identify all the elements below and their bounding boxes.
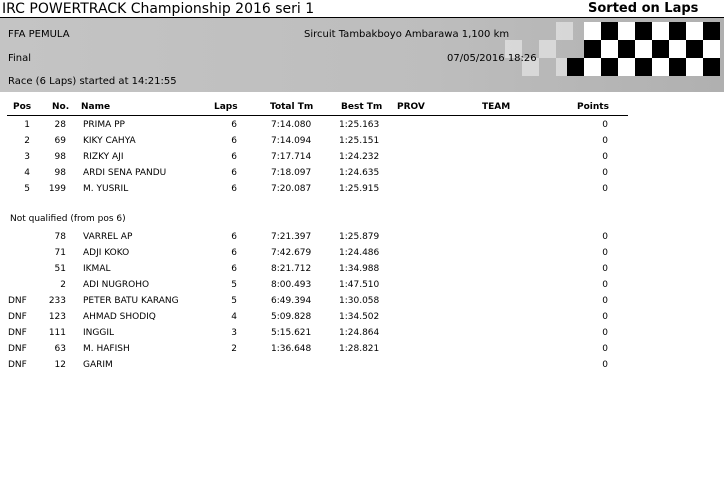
cell-laps: 3 — [231, 328, 237, 338]
cell-name: INGGIL — [83, 328, 115, 338]
cell-no: 69 — [54, 136, 66, 146]
cell-laps: 5 — [231, 296, 237, 306]
cell-best-time: 1:34.988 — [339, 264, 380, 274]
cell-no: 233 — [48, 296, 66, 306]
cell-points: 0 — [602, 280, 608, 290]
race-info: Race (6 Laps) started at 14:21:55 — [8, 76, 177, 87]
cell-total-time: 7:42.679 — [271, 248, 312, 258]
cell-best-time: 1:24.486 — [339, 248, 380, 258]
cell-no: 98 — [54, 152, 66, 162]
cell-name: GARIM — [83, 360, 113, 370]
cell-pos: 5 — [24, 184, 30, 194]
cell-name: ARDI SENA PANDU — [83, 168, 167, 178]
cell-status: DNF — [8, 328, 27, 338]
cell-pos: 4 — [24, 168, 30, 178]
session-date: 07/05/2016 18:26 — [447, 53, 537, 64]
cell-no: 199 — [48, 184, 66, 194]
cell-best-time: 1:25.151 — [339, 136, 380, 146]
session-name: Final — [8, 53, 32, 64]
cell-best-time: 1:25.163 — [339, 120, 380, 130]
table-row — [0, 232, 724, 248]
event-name: FFA PEMULA — [8, 29, 70, 40]
table-row — [0, 184, 724, 200]
cell-best-time: 1:24.864 — [339, 328, 380, 338]
cell-name: ADJI KOKO — [83, 248, 130, 258]
cell-total-time: 7:14.080 — [271, 120, 312, 130]
cell-name: M. YUSRIL — [83, 184, 129, 194]
table-row — [0, 296, 724, 312]
cell-points: 0 — [602, 344, 608, 354]
cell-no: 28 — [54, 120, 66, 130]
circuit-name: Sircuit Tambakboyo Ambarawa 1,100 km — [304, 29, 510, 40]
race-banner — [0, 18, 724, 92]
cell-total-time: 6:49.394 — [271, 296, 312, 306]
cell-no: 12 — [54, 360, 66, 370]
cell-status: DNF — [8, 344, 27, 354]
cell-points: 0 — [602, 296, 608, 306]
cell-points: 0 — [602, 232, 608, 242]
col-header-best: Best Tm — [341, 102, 383, 112]
table-header-divider — [7, 115, 628, 116]
cell-total-time: 1:36.648 — [271, 344, 312, 354]
col-header-prov: PROV — [397, 102, 425, 112]
table-row — [0, 152, 724, 168]
cell-no: 71 — [54, 248, 66, 258]
cell-name: ADI NUGROHO — [83, 280, 150, 290]
cell-points: 0 — [602, 264, 608, 274]
col-header-pos: Pos — [13, 102, 32, 112]
cell-status: DNF — [8, 296, 27, 306]
cell-total-time: 7:14.094 — [271, 136, 312, 146]
cell-points: 0 — [602, 136, 608, 146]
cell-laps: 6 — [231, 152, 237, 162]
cell-total-time: 7:17.714 — [271, 152, 312, 162]
cell-laps: 6 — [231, 184, 237, 194]
cell-laps: 6 — [231, 232, 237, 242]
cell-laps: 6 — [231, 168, 237, 178]
cell-laps: 2 — [231, 344, 237, 354]
col-header-team: TEAM — [482, 102, 511, 112]
col-header-name: Name — [81, 102, 111, 112]
cell-laps: 5 — [231, 280, 237, 290]
col-header-laps: Laps — [214, 102, 238, 112]
cell-points: 0 — [602, 168, 608, 178]
cell-no: 78 — [54, 232, 66, 242]
cell-laps: 4 — [231, 312, 237, 322]
cell-name: RIZKY AJI — [83, 152, 124, 162]
cell-best-time: 1:25.879 — [339, 232, 380, 242]
cell-name: IKMAL — [83, 264, 111, 274]
table-row — [0, 344, 724, 360]
cell-no: 63 — [54, 344, 66, 354]
cell-best-time: 1:47.510 — [339, 280, 380, 290]
cell-laps: 6 — [231, 120, 237, 130]
table-row — [0, 328, 724, 344]
cell-best-time: 1:25.915 — [339, 184, 380, 194]
cell-no: 111 — [48, 328, 66, 338]
sort-label: Sorted on Laps — [588, 1, 699, 16]
cell-best-time: 1:30.058 — [339, 296, 380, 306]
cell-total-time: 8:21.712 — [271, 264, 312, 274]
cell-points: 0 — [602, 120, 608, 130]
cell-best-time: 1:34.502 — [339, 312, 380, 322]
cell-laps: 6 — [231, 248, 237, 258]
cell-no: 123 — [48, 312, 66, 322]
cell-name: VARREL AP — [83, 232, 133, 242]
cell-name: PRIMA PP — [83, 120, 125, 130]
cell-total-time: 5:09.828 — [271, 312, 312, 322]
cell-no: 98 — [54, 168, 66, 178]
cell-total-time: 5:15.621 — [271, 328, 312, 338]
cell-best-time: 1:24.232 — [339, 152, 380, 162]
cell-name: PETER BATU KARANG — [83, 296, 179, 306]
cell-best-time: 1:28.821 — [339, 344, 380, 354]
col-header-points: Points — [577, 102, 609, 112]
page-title: IRC POWERTRACK Championship 2016 seri 1 — [2, 1, 315, 17]
cell-name: AHMAD SHODIQ — [83, 312, 156, 322]
col-header-no: No. — [52, 102, 70, 112]
cell-total-time: 7:18.097 — [271, 168, 312, 178]
cell-name: M. HAFISH — [83, 344, 130, 354]
cell-name: KIKY CAHYA — [83, 136, 136, 146]
table-row — [0, 360, 724, 376]
cell-points: 0 — [602, 248, 608, 258]
cell-pos: 3 — [24, 152, 30, 162]
cell-status: DNF — [8, 312, 27, 322]
table-row — [0, 120, 724, 136]
table-row — [0, 136, 724, 152]
cell-laps: 6 — [231, 264, 237, 274]
cell-laps: 6 — [231, 136, 237, 146]
cell-points: 0 — [602, 184, 608, 194]
cell-status: DNF — [8, 360, 27, 370]
cell-pos: 1 — [24, 120, 30, 130]
table-row — [0, 168, 724, 184]
cell-points: 0 — [602, 152, 608, 162]
table-row — [0, 264, 724, 280]
cell-total-time: 7:20.087 — [271, 184, 312, 194]
col-header-total: Total Tm — [270, 102, 314, 112]
table-row — [0, 312, 724, 328]
table-row — [0, 280, 724, 296]
cell-points: 0 — [602, 328, 608, 338]
cell-points: 0 — [602, 312, 608, 322]
cell-total-time: 7:21.397 — [271, 232, 312, 242]
cell-best-time: 1:24.635 — [339, 168, 380, 178]
cell-no: 2 — [60, 280, 66, 290]
cell-no: 51 — [54, 264, 66, 274]
not-qualified-heading: Not qualified (from pos 6) — [10, 214, 126, 224]
cell-points: 0 — [602, 360, 608, 370]
table-row — [0, 248, 724, 264]
cell-total-time: 8:00.493 — [271, 280, 312, 290]
cell-pos: 2 — [24, 136, 30, 146]
